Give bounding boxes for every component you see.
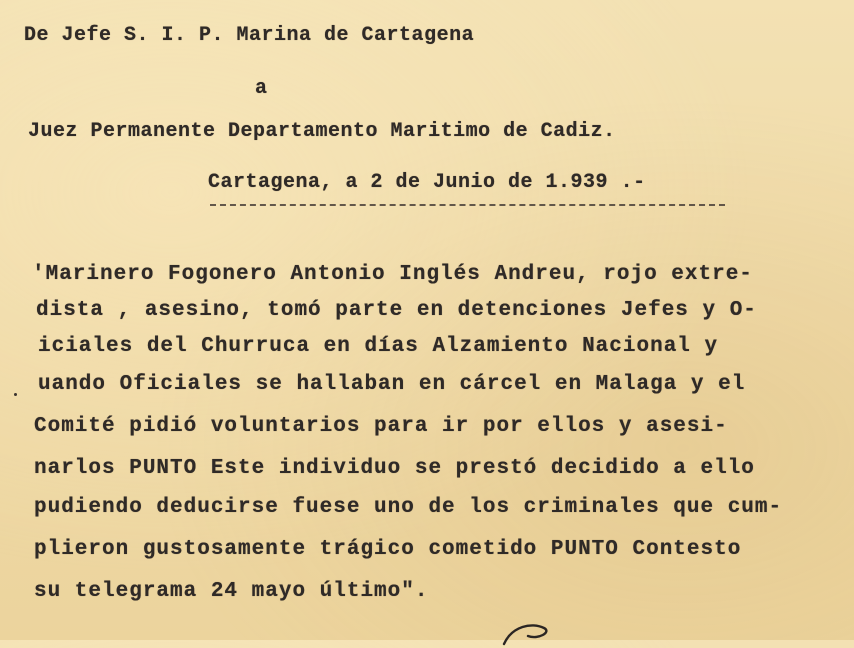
recipient-line: Juez Permanente Departamento Maritimo de Cadiz.	[28, 120, 616, 143]
to-word: a	[255, 77, 268, 100]
sender-line: De Jefe S. I. P. Marina de Cartagena	[24, 24, 475, 47]
body-line-5: Comité pidió voluntarios para ir por ellos y asesi-	[34, 415, 728, 438]
body-line-2: dista , asesino, tomó parte en detenciones Jefes y O-	[36, 299, 757, 322]
signature-stroke	[498, 618, 568, 648]
dashed-underline-divider	[210, 204, 725, 206]
place-date-line: Cartagena, a 2 de Junio de 1.939 .-	[208, 171, 646, 194]
ink-speck	[14, 393, 17, 396]
body-line-6: narlos PUNTO Este individuo se prestó decidido a ello	[34, 457, 755, 480]
body-line-9: su telegrama 24 mayo último".	[34, 580, 429, 603]
body-line-3: iciales del Churruca en días Alzamiento Nacional y	[38, 335, 719, 358]
body-line-8: plieron gustosamente trágico cometido PUNTO Contesto	[34, 538, 742, 561]
body-line-4: uando Oficiales se hallaban en cárcel en Malaga y el	[38, 373, 746, 396]
body-line-1: 'Marinero Fogonero Antonio Inglés Andreu, rojo extre-	[32, 263, 753, 286]
body-line-7: pudiendo deducirse fuese uno de los criminales que cum-	[34, 496, 783, 519]
